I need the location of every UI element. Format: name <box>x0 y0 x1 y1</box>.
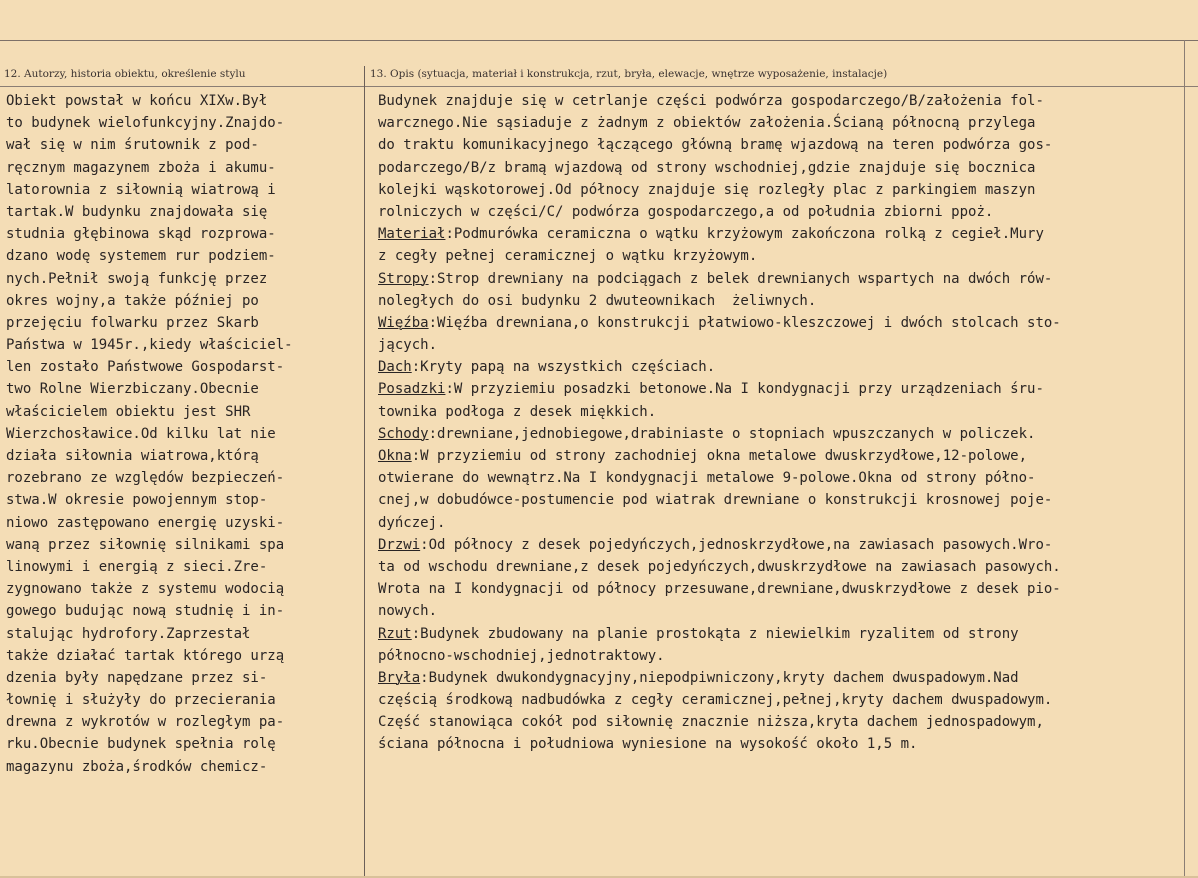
description-line <box>378 268 1178 290</box>
history-line: nych.Pełnił swoją funkcję przez <box>6 270 268 287</box>
history-line: drewna z wykrotów w rozległym pa- <box>6 714 285 731</box>
description-label: Okna <box>378 448 412 464</box>
description-line-text: podarczego/B/z bramą wjazdową od strony wschodniej,gdzie znajduje się bocznica <box>378 159 1036 176</box>
description-label: Schody <box>378 425 429 442</box>
description-line-text: :Od północy z desek pojedyńczych,jednoskrzydłowe,na zawiasach pasowych.Wro- <box>420 536 1053 553</box>
history-line: Państwa w 1945r.,kiedy właściciel- <box>6 337 293 354</box>
history-line: rozebrano ze względów bezpieczeń- <box>6 470 285 487</box>
history-line: stalując hydrofory.Zaprzestał <box>6 625 251 642</box>
section-13-heading: 13. Opis (sytuacja, materiał i konstrukcja, rzut, bryła, elewacje, wnętrze wyposażenie, instalacje) <box>370 68 888 80</box>
description-line-text: :Strop drewniany na podciągach z belek drewnianych wspartych na dwóch rów- <box>428 270 1053 287</box>
description-line <box>378 134 1178 156</box>
description-line <box>378 578 1178 600</box>
description-line <box>378 645 1178 667</box>
description-line <box>378 534 1178 556</box>
description-line-text: warcznego.Nie sąsiaduje z żadnym z obiektów założenia.Ścianą północną przylega <box>378 115 1036 132</box>
history-line: waną przez siłownię silnikami spa <box>6 536 285 553</box>
description-line <box>378 356 1178 378</box>
description-line <box>378 334 1178 356</box>
column-divider <box>364 66 365 878</box>
history-text-block <box>6 90 360 778</box>
history-line: linowymi i energią z sieci.Zre- <box>6 558 268 575</box>
history-line: właścicielem obiektu jest SHR <box>6 403 251 420</box>
history-line: niowo zastępowano energię uzyski- <box>6 514 285 531</box>
description-label: Dach <box>378 359 412 376</box>
description-line <box>378 489 1178 511</box>
header-rule <box>0 86 1198 87</box>
history-line: gowego budując nową studnię i in- <box>6 603 285 620</box>
history-line: len zostało Państwowe Gospodarst- <box>6 359 285 376</box>
description-line-text: :drewniane,jednobiegowe,drabiniaste o stopniach wpuszczanych w policzek. <box>428 425 1036 442</box>
history-line: stwa.W okresie powojennym stop- <box>6 492 268 509</box>
description-line <box>378 600 1178 622</box>
description-line-text: :Więźba drewniana,o konstrukcji płatwiowo-kleszczowej i dwóch stolcach sto- <box>428 314 1061 331</box>
description-line <box>378 157 1178 179</box>
history-line: two Rolne Wierzbiczany.Obecnie <box>6 381 259 398</box>
description-label: Bryła <box>378 669 421 686</box>
history-line: dzano wodę systemem rur podziem- <box>6 248 276 265</box>
description-line <box>378 667 1178 689</box>
description-label: Materiał <box>378 226 446 243</box>
description-line-text: cnej,w dobudówce-postumencie pod wiatrak drewniane o konstrukcji krosnowej poje- <box>378 492 1053 509</box>
description-line <box>378 245 1178 267</box>
description-line-text: ściana północna i południowa wyniesione na wysokość około 1,5 m. <box>378 736 918 753</box>
description-label: Stropy <box>378 270 429 287</box>
history-line: studnia głębinowa skąd rozprowa- <box>6 226 276 243</box>
history-line: magazynu zboża,środków chemicz- <box>6 758 268 775</box>
description-line <box>378 623 1178 645</box>
description-line <box>378 711 1178 733</box>
description-line <box>378 90 1178 112</box>
history-line: przejęciu folwarku przez Skarb <box>6 314 259 331</box>
description-line-text: Budynek znajduje się w cetrlanje części podwórza gospodarczego/B/założenia fol- <box>378 93 1044 109</box>
description-line-text: :Kryty papą na wszystkich częściach. <box>411 359 716 376</box>
description-line <box>378 290 1178 312</box>
description-line <box>378 467 1178 489</box>
history-line: także działać tartak którego urzą <box>6 647 285 664</box>
description-line <box>378 312 1178 334</box>
history-line: okres wojny,a także później po <box>6 292 259 309</box>
description-line <box>378 401 1178 423</box>
description-line-text: częścią środkową nadbudówka z cegły ceramicznej,pełnej,kryty dachem dwuspadowym. <box>378 692 1053 709</box>
description-line <box>378 689 1178 711</box>
description-line-text: północno-wschodniej,jednotraktowy. <box>378 647 665 664</box>
description-line <box>378 223 1178 245</box>
history-line: ręcznym magazynem zboża i akumu- <box>6 159 276 176</box>
section-12-heading: 12. Autorzy, historia obiektu, określenie stylu <box>4 68 246 80</box>
description-label: Rzut <box>378 625 412 642</box>
description-text-block <box>378 90 1178 756</box>
description-line-text: ta od wschodu drewniane,z desek pojedyńczych,dwuskrzydłowe na zawiasach pasowych. <box>378 558 1061 575</box>
history-line: Wierzchosławice.Od kilku lat nie <box>6 425 276 442</box>
top-rule <box>0 40 1198 41</box>
description-line <box>378 556 1178 578</box>
description-line-text: nowych. <box>378 603 438 620</box>
history-line: dzenia były napędzane przez si- <box>6 669 268 686</box>
right-border <box>1184 40 1185 878</box>
description-line-text: :Podmurówka ceramiczna o wątku krzyżowym zakończona rolką z cegieł.Mury <box>445 226 1044 243</box>
description-line-text: :Budynek dwukondygnacyjny,niepodpiwniczony,kryty dachem dwuspadowym.Nad <box>420 669 1019 686</box>
history-line: wał się w nim śrutownik z pod- <box>6 137 259 154</box>
description-line <box>378 179 1178 201</box>
description-label: Drzwi <box>378 536 421 553</box>
history-line: to budynek wielofunkcyjny.Znajdo- <box>6 115 285 132</box>
description-line-text: townika podłoga z desek miękkich. <box>378 403 657 420</box>
description-line <box>378 378 1178 400</box>
description-line-text: Część stanowiąca cokół pod siłownię znacznie niższa,kryta dachem jednospadowym, <box>378 714 1044 731</box>
description-line-text: do traktu komunikacyjnego łączącego główną bramę wjazdową na teren podwórza gos- <box>378 137 1053 154</box>
description-line-text: :W przyziemiu posadzki betonowe.Na I kondygnacji przy urządzeniach śru- <box>445 381 1044 398</box>
description-label: Posadzki <box>378 381 446 398</box>
description-line <box>378 733 1178 755</box>
description-line-text: dyńczej. <box>378 514 446 531</box>
description-line-text: z cegły pełnej ceramicznej o wątku krzyżowym. <box>378 248 758 265</box>
description-line <box>378 512 1178 534</box>
history-line: Obiekt powstał w końcu XIXw.Był <box>6 93 268 109</box>
description-line-text: :W przyziemiu od strony zachodniej okna metalowe dwuskrzydłowe,12-polowe, <box>411 448 1028 464</box>
description-line <box>378 423 1178 445</box>
history-line: rku.Obecnie budynek spełnia rolę <box>6 736 276 753</box>
description-line-text: kolejki wąskotorowej.Od północy znajduje się rozległy plac z parkingiem maszyn <box>378 181 1036 198</box>
description-line <box>378 445 1178 467</box>
history-line: tartak.W budynku znajdowała się <box>6 203 268 220</box>
description-label: Więźba <box>378 314 429 331</box>
history-line: latorownia z siłownią wiatrową i <box>6 181 276 198</box>
description-line-text: noległych do osi budynku 2 dwuteownikach żeliwnych. <box>378 292 817 309</box>
description-line-text: otwierane do wewnątrz.Na I kondygnacji metalowe 9-polowe.Okna od strony półno- <box>378 470 1036 487</box>
history-line: zygnowano także z systemu wodocią <box>6 581 285 598</box>
description-line-text: jących. <box>378 337 438 354</box>
description-line <box>378 112 1178 134</box>
description-line-text: :Budynek zbudowany na planie prostokąta z niewielkim ryzalitem od strony <box>411 625 1019 642</box>
description-line-text: Wrota na I kondygnacji od północy przesuwane,drewniane,dwuskrzydłowe z desek pio- <box>378 581 1061 598</box>
description-line-text: rolniczych w części/C/ podwórza gospodarczego,a od południa zbiorni ppoż. <box>378 203 994 220</box>
history-line: działa siłownia wiatrowa,którą <box>6 448 259 464</box>
description-line <box>378 201 1178 223</box>
history-line: łownię i służyły do przecierania <box>6 692 276 709</box>
